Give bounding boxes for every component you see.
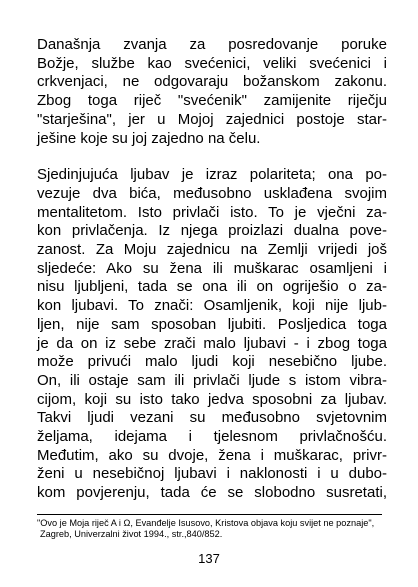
text-line: Današnja zvanja za posredovanje poruke xyxy=(37,36,387,53)
text-line: ješine koje su joj zajedno na čelu. xyxy=(37,129,261,147)
footnote-line: "Ovo je Moja riječ A i Ω, Evanđelje Isusovo, Kristova objava koju svijet ne poznaje", xyxy=(37,518,375,528)
text-line: Međutim, ako su dvoje, žena i muškarac, privr- xyxy=(37,446,387,464)
text-line: mentalitetom. Isto privlači isto. To je vječni za- xyxy=(37,203,387,221)
page-number: 137 xyxy=(198,551,220,566)
text-line: On, ili ostaje sam ili privlači ljude s istom vibra- xyxy=(37,371,387,389)
text-line: nisu ljubljeni, tada se ona ili on ogriješio o za- xyxy=(37,278,387,296)
footnote-line: Zagreb, Univerzalni život 1994., str.,840/852. xyxy=(40,529,223,539)
text-line: kon ljubavi. To znači: Osamljenik, koji nije ljub- xyxy=(37,297,387,315)
text-line: je da on iz sebe zrači malo ljubavi - i zbog toga xyxy=(37,334,387,352)
text-line: kom povjerenju, tada će se slobodno susretati, xyxy=(37,484,387,502)
text-line: zanost. Za Moju zajednicu na Zemlji vrijedi još xyxy=(37,241,387,259)
text-line: Božje, službe kao svećenici, veliki svećenici i xyxy=(37,54,387,72)
paragraph-2 xyxy=(37,166,387,503)
body-text xyxy=(37,36,387,503)
text-line: crkvenjaci, ne odgovaraju božanskom zakonu. xyxy=(37,73,387,91)
text-line: cijom, koji su isto tako jedva sposobni za ljubav. xyxy=(37,390,387,408)
text-line: sljedeće: Ako su žena ili muškarac osamljeni i xyxy=(37,259,387,277)
text-line: može privući malo ljudi koji nesebično ljube. xyxy=(37,353,387,371)
text-line: ženi u nesebičnoj ljubavi i naklonosti i u dubo- xyxy=(37,465,387,483)
text-line: Takvi ljudi vezani su međusobno svjetovnim xyxy=(37,409,387,427)
footnote xyxy=(37,518,387,540)
footnote-divider xyxy=(37,514,382,515)
text-line: ljen, nije sam sposoban ljubiti. Posljedica toga xyxy=(37,315,387,333)
paragraph-spacer xyxy=(37,148,387,166)
text-line: Zbog toga riječ "svećenik" zamijenite riječju xyxy=(37,92,387,110)
text-line: Sjedinjujuća ljubav je izraz polariteta; ona po- xyxy=(37,166,387,184)
paragraph-1 xyxy=(37,36,387,148)
text-line: vezuje dva bića, međusobno usklađena svojim xyxy=(37,184,387,202)
text-line: "starješina", jer u Mojoj zajednici postoje star- xyxy=(37,110,387,128)
text-line: željama, idejama i tjelesnom privlačnošću. xyxy=(37,428,387,446)
text-line: kon privlačenja. Iz njega proizlazi dualna pove- xyxy=(37,222,387,240)
